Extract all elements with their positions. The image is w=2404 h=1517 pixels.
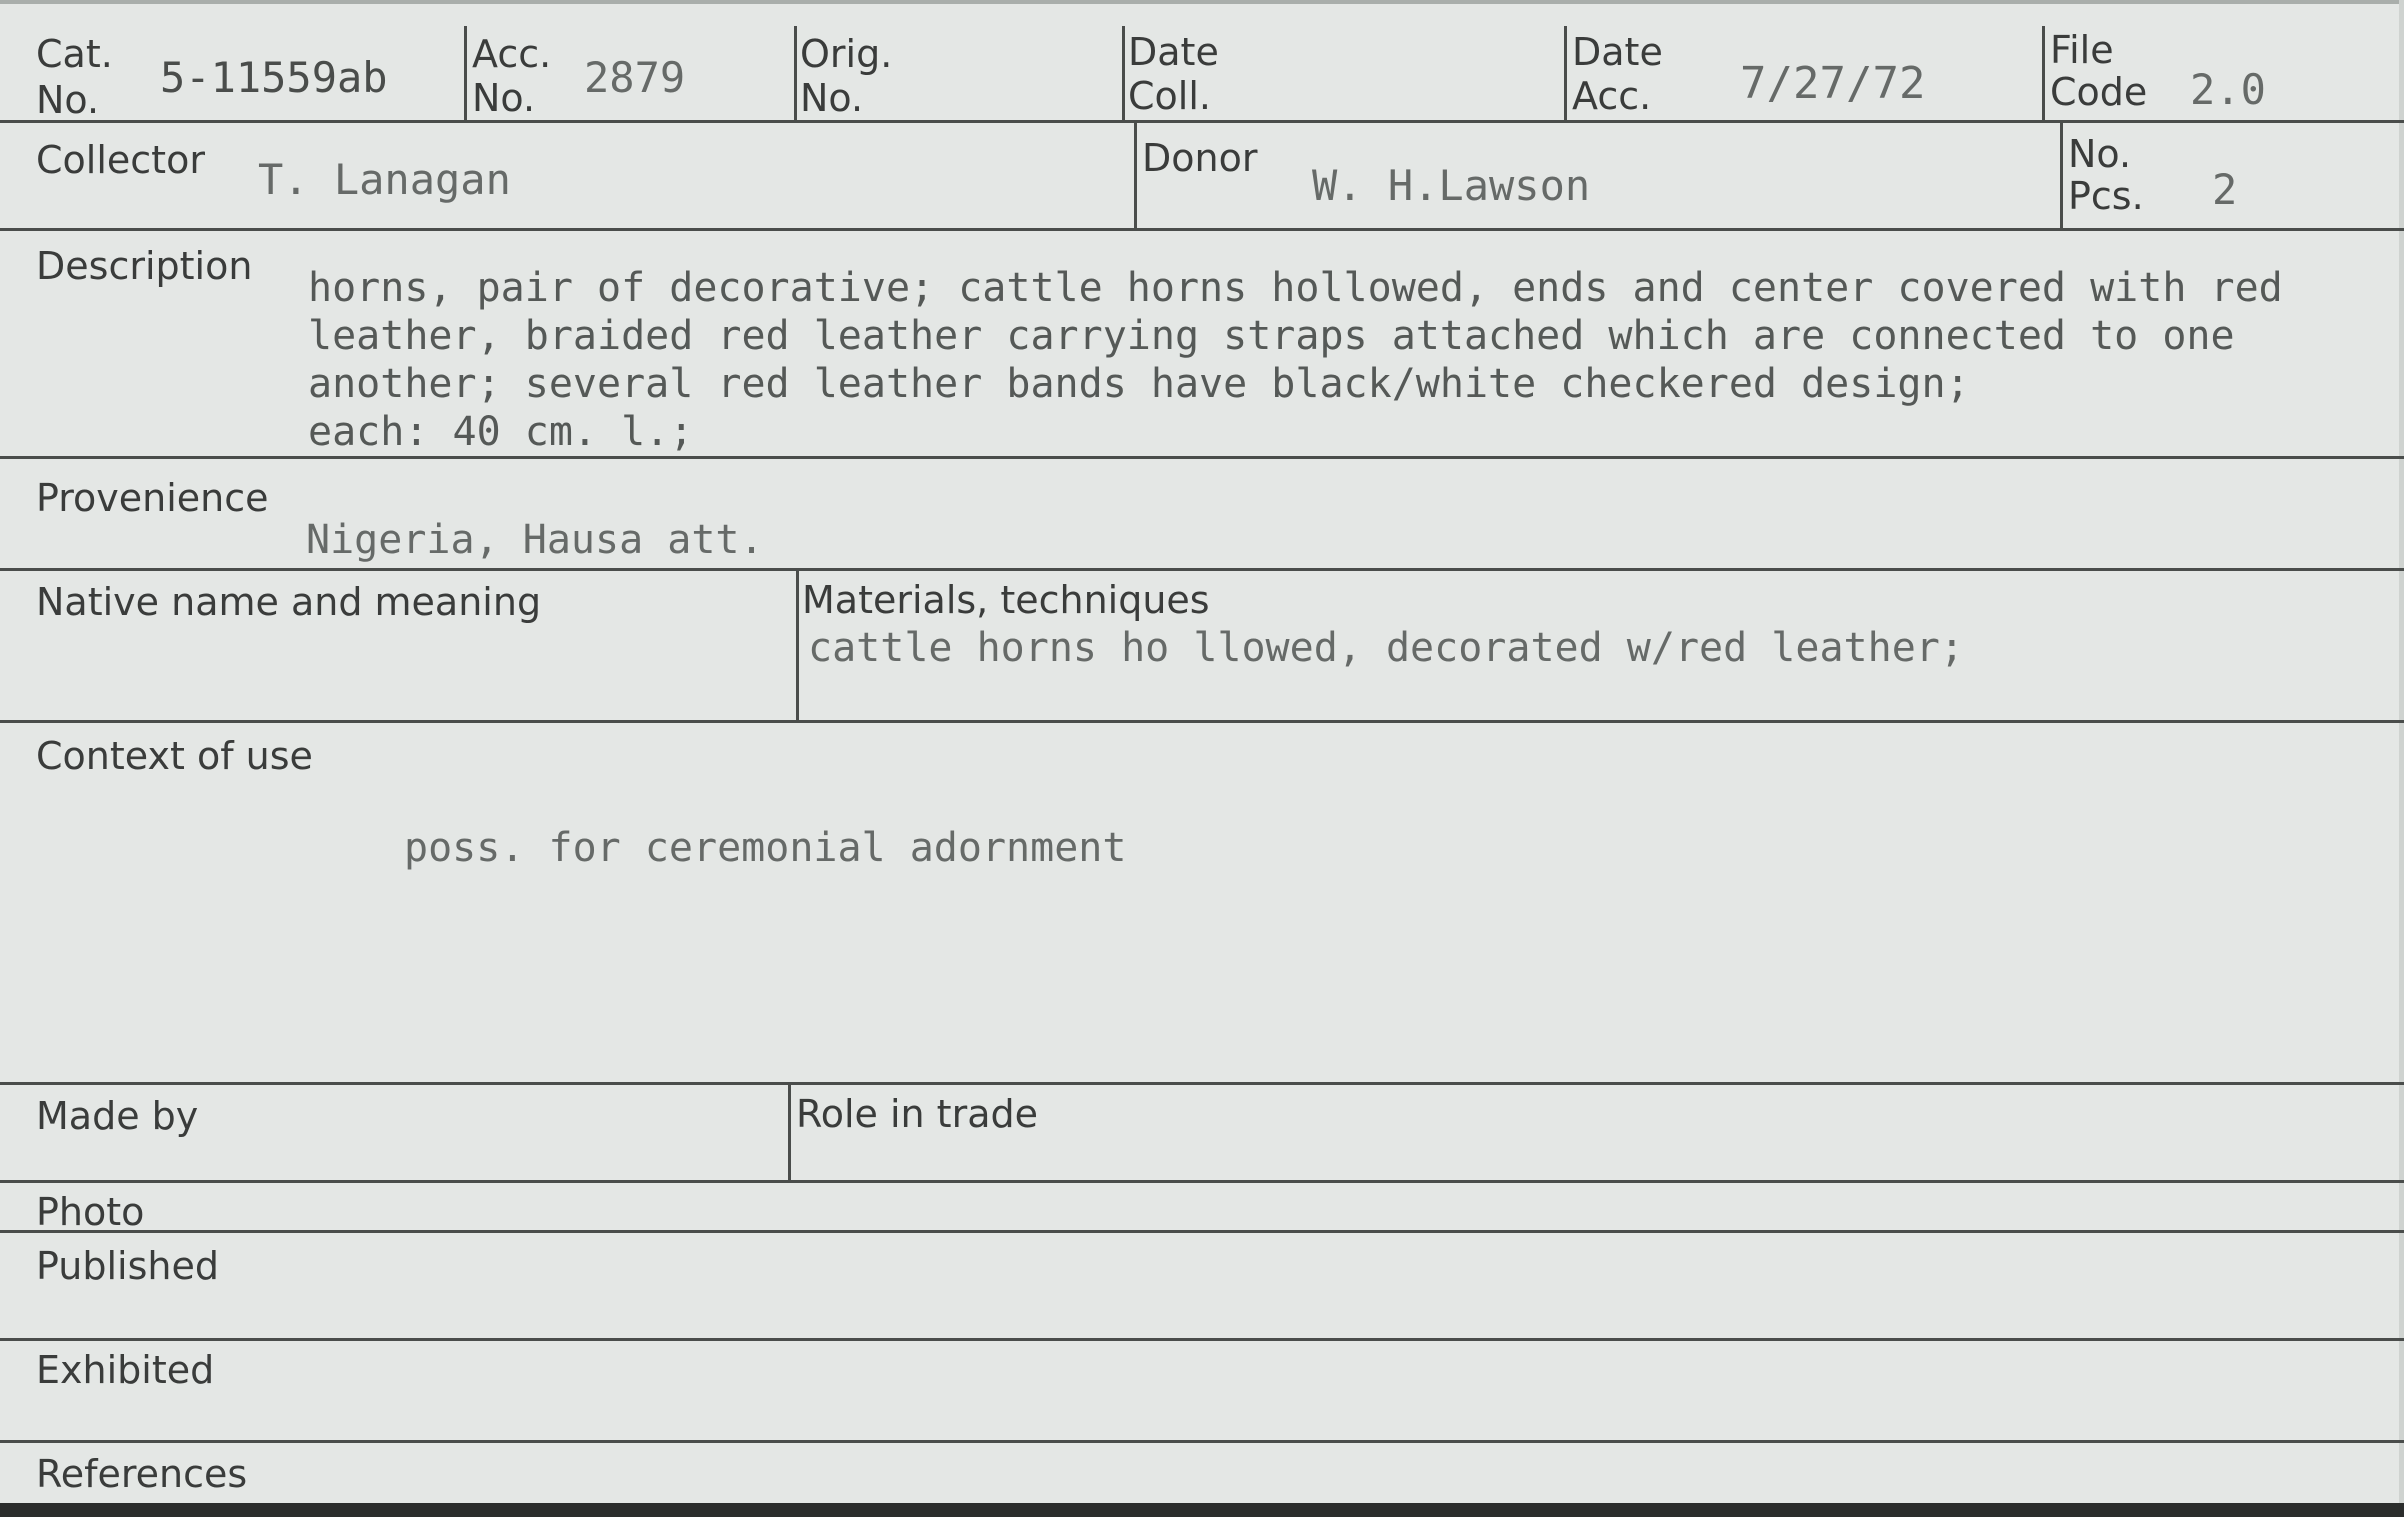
donor-value: W. H.Lawson [1312,161,1591,210]
description-line-3: another; several red leather bands have black/white checkered design; [308,361,1970,407]
description-line-2: leather, braided red leather carrying straps attached which are connected to one [308,313,2235,359]
date-acc-value: 7/27/72 [1740,58,1926,109]
rule-photo-bottom [0,1230,2404,1233]
cat-label-line2: No. [36,78,100,122]
divider-orig-datecoll [1122,26,1125,122]
card-bottom-edge [0,1503,2404,1517]
made-by-label: Made by [36,1094,199,1138]
file-code-label-line1: File [2050,28,2114,72]
exhibited-label: Exhibited [36,1348,215,1392]
date-coll-label-line2: Coll. [1128,74,1211,118]
context-label: Context of use [36,734,313,778]
materials-label: Materials, techniques [802,578,1210,622]
divider-acc-orig [794,26,797,122]
orig-label-line2: No. [800,76,864,120]
description-line-4: each: 40 cm. l.; [308,409,694,455]
divider-native-materials [796,570,799,722]
pcs-value: 2 [2212,165,2238,214]
materials-value: cattle horns ho llowed, decorated w/red leather; [808,625,1964,671]
rule-madeby-bottom [0,1180,2404,1183]
rule-description-bottom [0,456,2404,459]
description-line-1: horns, pair of decorative; cattle horns hollowed, ends and center covered with red [308,265,2283,311]
native-name-label: Native name and meaning [36,580,542,624]
orig-label-line1: Orig. [800,32,893,76]
role-in-trade-label: Role in trade [796,1092,1038,1136]
context-value: poss. for ceremonial adornment [404,825,1127,871]
divider-cat-acc [464,26,467,122]
description-text [308,264,2378,456]
references-label: References [36,1452,248,1496]
pcs-label-line2: Pcs. [2068,174,2144,218]
rule-published-bottom [0,1338,2404,1341]
date-acc-label-line1: Date [1572,30,1663,74]
rule-materials-bottom [0,720,2404,723]
divider-madeby-role [788,1084,791,1182]
photo-label: Photo [36,1190,145,1234]
acc-number-value: 2879 [584,53,686,102]
rule-exhibited-bottom [0,1440,2404,1443]
cat-number-value: 5-11559ab [160,53,388,102]
provenience-value: Nigeria, Hausa att. [306,517,764,563]
divider-collector-donor [1134,122,1137,230]
description-label: Description [36,244,253,288]
file-code-label-line2: Code [2050,70,2148,114]
collector-label: Collector [36,138,205,182]
divider-donor-pcs [2060,122,2063,230]
acc-label-line1: Acc. [472,32,552,76]
donor-label: Donor [1142,136,1258,180]
rule-provenience-bottom [0,568,2404,571]
acc-label-line2: No. [472,76,536,120]
provenience-label: Provenience [36,476,269,520]
pcs-label-line1: No. [2068,132,2132,176]
file-code-value: 2.0 [2190,65,2266,114]
published-label: Published [36,1244,219,1288]
date-acc-label-line2: Acc. [1572,74,1652,118]
collector-value: T. Lanagan [258,155,511,204]
rule-context-bottom [0,1082,2404,1085]
rule-collector-bottom [0,228,2404,231]
divider-datecoll-dateacc [1564,26,1567,122]
cat-label-line1: Cat. [36,32,113,76]
divider-dateacc-filecode [2042,26,2045,122]
date-coll-label-line1: Date [1128,30,1219,74]
card-top-edge [0,0,2404,4]
